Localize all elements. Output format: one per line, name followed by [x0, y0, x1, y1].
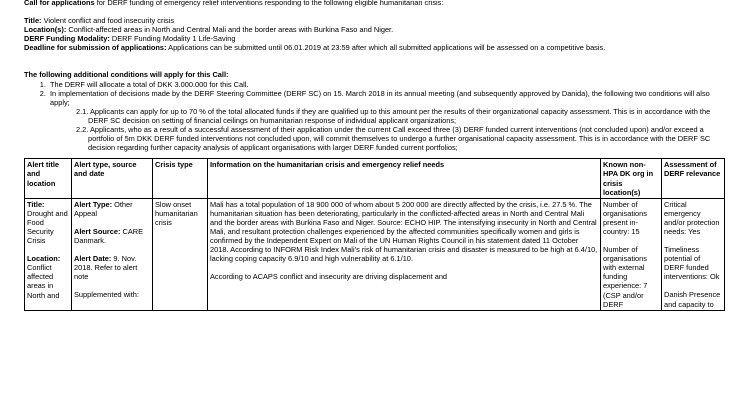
condition-item: 1. The DERF will allocate a total of DKK 3.000.000 for this Call.	[48, 80, 724, 89]
column-header: Alert type, source and date	[72, 159, 153, 198]
alert-type-cell: Alert Type: Other Appeal Alert Source: CARE Danmark. Alert Date: 9. Nov. 2018. Refer to alert note Supplemented with:	[72, 198, 153, 310]
crisis-type-cell: Slow onset humanitarian crisis	[153, 198, 208, 310]
table-row	[25, 198, 725, 310]
alerts-table	[24, 158, 725, 310]
condition-item: 2. In implementation of decisions made by the DERF Steering Committee (DERF SC) on 15. March 2018 in its annual meeting (and subsequently approved by Danida), the following two conditions will also apply;	[48, 89, 724, 107]
crisis-location: Location(s): Conflict-affected areas in North and Central Mali and the border areas with Burkina Faso and Niger.	[24, 25, 394, 35]
alert-title-cell: Title: Drought and Food Security Crisis Location: Conflict affected areas in North and	[25, 198, 72, 310]
condition-sub-item: 2.2. Applicants, who as a result of a successful assessment of their application under the current Call exceed three (3) DERF funded current interventions (not concluded upon) and/or exceed a portfolio of 5m DKK DERF funded interventions not concluded upon, will commit themselves to undergo a further organisational capacity assessment. This is in accordance with the DERF SC decision regarding further capacity analysis of applicant organisations with larger DERF funded current portfolios;	[76, 125, 711, 153]
table-header-row	[25, 159, 725, 198]
column-header: Alert title and location	[25, 159, 72, 198]
condition-sub-item: 2.1. Applicants can apply for up to 70 % of the total allocated funds if they are qualified up to this amount per the results of their organizational capacity assessment. This is in accordance with the DERF SC decision on setting of financial ceilings on humanitarian response of individual applicant organizations;	[76, 106, 711, 125]
crisis-title: Title: Violent conflict and food insecurity crisis	[24, 16, 175, 26]
column-header: Crisis type	[153, 159, 208, 198]
known-orgs-cell: Number of organisations present in-country: 15 Number of organisations with external funding experience: 7 (CSP and/or DERF	[601, 198, 662, 310]
deadline: Deadline for submission of applications: Applications can be submitted until 06.01.2019 at 23:59 after which all submitted applications will be assessed on a competitive basis.	[24, 43, 606, 53]
column-header: Information on the humanitarian crisis and emergency relief needs	[208, 159, 601, 198]
funding-modality: DERF Funding Modality: DERF Funding Modality 1 Life-Saving	[24, 34, 236, 44]
conditions-title: The following additional conditions will apply for this Call:	[24, 70, 229, 80]
call-label: Call for applications	[24, 0, 95, 7]
call-text: for DERF funding of emergency relief interventions responding to the following eligible humanitarian crisis:	[94, 0, 444, 7]
column-header: Known non-HPA DK org in crisis location(s)	[601, 159, 662, 198]
crisis-info-cell: Mali has a total population of 18 900 000 of whom about 5 200 000 are directly affected by the crisis, i.e. 27.5 %. The humanitarian situation has been deteriorating, particularly in the conflicted-affected areas in North and Central Mali and the border areas with Burkina Faso and Niger. Source: ECHO HIP. The intensifying insecurity in North and Central Mali, and resultant protection challenges experienced by the affected communities specifically women and girls is confirmed by the Independent Expert on Mali of the UN Human Rights Council in his statement dated 11 October 2018. According to INFORM Risk Index Mali’s risk of humanitarian crisis and disaster is measured to be high at 6.4/10, lacking coping capacity 6.9/10 and high vulnerability at 6.1/10. According to ACAPS conflict and insecurity are driving displacement and	[208, 198, 601, 310]
assessment-cell: Critical emergency and/or protection needs: Yes Timeliness potential of DERF funded interventions: Ok Danish Presence and capacity to	[662, 198, 725, 310]
conditions-list	[24, 80, 724, 107]
column-header: Assessment of DERF relevance	[662, 159, 725, 198]
call-intro	[24, 0, 724, 7]
document-page	[24, 0, 724, 311]
